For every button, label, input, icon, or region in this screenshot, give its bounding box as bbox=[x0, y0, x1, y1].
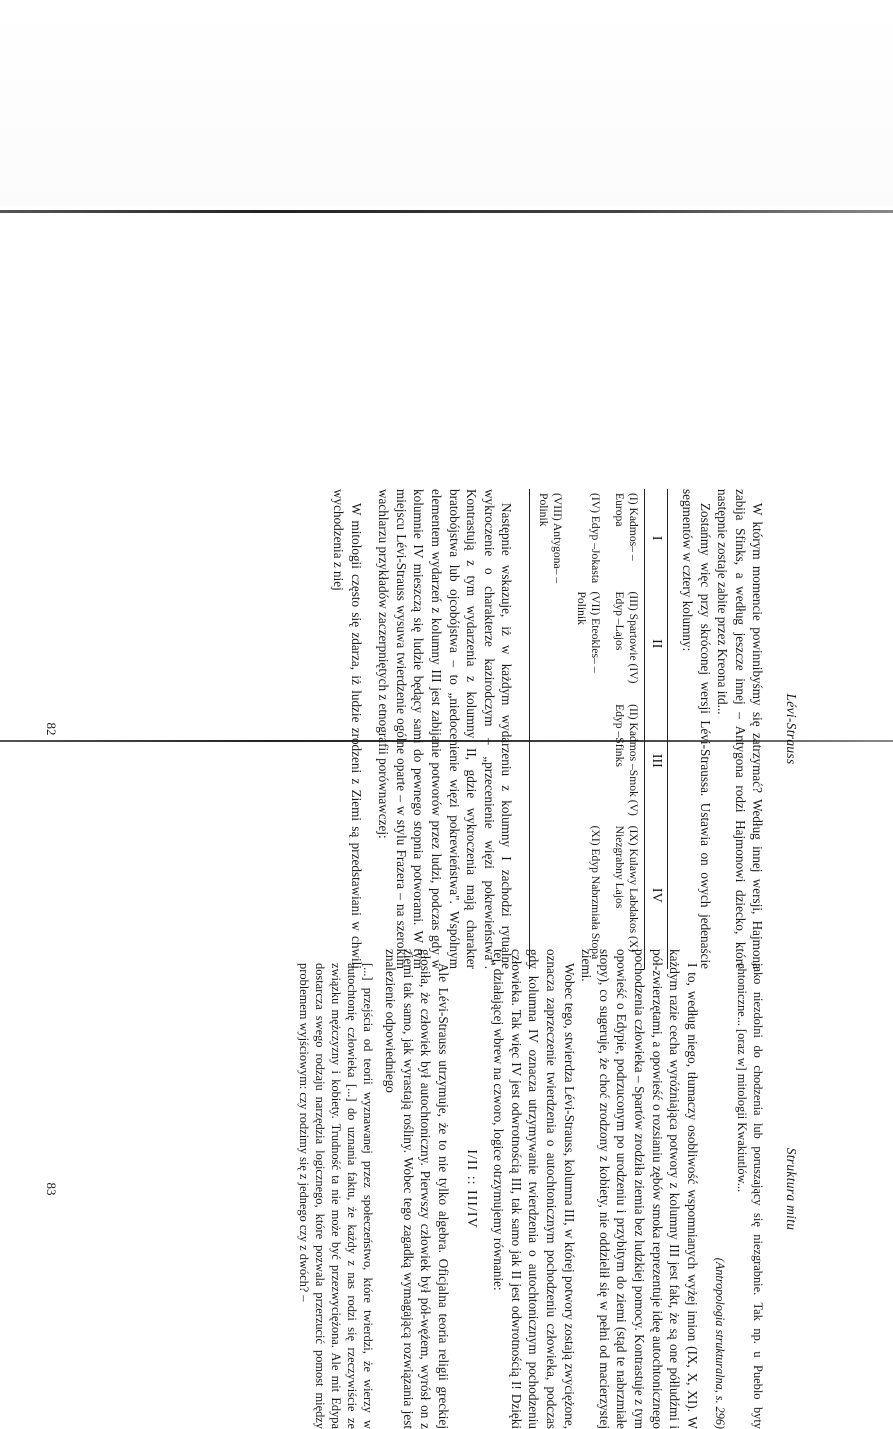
column-header-1: I bbox=[645, 489, 668, 587]
page-83 bbox=[44, 949, 800, 1429]
block-quote: [...] przejścia od teorii wyznawanej przez społeczeństwo, które twierdzi, że wierzy w autochtonię człowieka [...] do uznania faktu, że każdy z nas rodzi się rzeczywiście ze związku mężczyzny i kobiety. Trudność ta nie może być przezwyciężona. Ale mit Edypa dostarcza swego rodzaju narzędzia logicznego, które pozwala przerzucić pomost między problemem wyjściowym: czy rodzimy się z jednego czy z dwóch? – bbox=[296, 963, 375, 1429]
body-paragraph: Wobec tego, stwierdza Lévi-Strauss, kolumna III, w której potwory zostają zwyciężone, oznacza zaprzeczenie twierdzenia o autochtonicznym pochodzeniu człowieka, podczas gdy kolumna IV oznacza utrzymywanie twierdzenia o autochtonicznym pochodzeniu człowieka. Tak więc IV jest odwrotnością III, tak samo jak II jest odwrotnością I! Dzięki tej, działającej wbrew na czworo, logice otrzymujemy równanie: bbox=[491, 949, 577, 1429]
table-cell bbox=[530, 587, 569, 700]
body-paragraph: W mitologii często się zdarza, iż ludzie zrodzeni z Ziemi są przedstawiani w chwili wychodzenia z niej bbox=[331, 489, 364, 969]
table-cell: (I) Kadmos– –Europa bbox=[613, 493, 641, 561]
book-spread bbox=[0, 214, 893, 1429]
equation: I/II :: III/IV bbox=[463, 1149, 479, 1229]
page-82 bbox=[44, 489, 800, 969]
table-row bbox=[606, 489, 645, 969]
table-cell: (IX) Kulawy Labdakos (X) Niezgrabny Lajos bbox=[613, 825, 641, 953]
table-row bbox=[568, 489, 606, 969]
table-cell bbox=[530, 822, 569, 969]
column-header-3: III bbox=[645, 700, 668, 822]
column-header-4: IV bbox=[645, 822, 668, 969]
table-cell: (IV) Edyp –Jokasta bbox=[589, 493, 603, 584]
table-cell bbox=[568, 700, 606, 822]
citation: (Antropologia strukturalna, s. 296) bbox=[713, 1257, 728, 1429]
running-header: Lévi-Strauss bbox=[784, 693, 799, 765]
body-paragraph: Ale Lévi-Strauss utrzymuje, że to nie tylko algebra. Oficjalna teoria religii greckiej głosiła, że człowiek był autochtoniczny. Pierwszy człowiek był pół-wężem, wyrósł on z ziemi tak samo, jak wyrastają rośliny. Wobec tego zagadką wymagającą rozwiązania jest znalezienie odpowiedniego bbox=[383, 949, 452, 1429]
table-cell: (II) Kadmos –Smok (V) Edyp –Sfinks bbox=[613, 704, 641, 816]
intro-paragraph: W którym momencie powinnibyśmy się zatrzymać? Według innej wersji, Hajmona zabija Sfinks, a według jeszcze innej – Antygona rodzi Hajmonowi dziecko, które następnie zostaje zabite przez Kreona itd... bbox=[715, 489, 766, 969]
column-header-2: II bbox=[645, 587, 668, 700]
myth-segments-table bbox=[529, 489, 668, 969]
table-cell: (VII) Eteokles– –Polinik bbox=[575, 591, 603, 673]
table-row bbox=[530, 489, 569, 969]
table-cell: (III) Spartowie (IV) Edyp –Lajos bbox=[613, 591, 641, 684]
body-paragraph: Następnie wskazuje, iż w każdym wydarzeniu z kolumny I zachodzi rytualne wykroczenie o charakterze kazirodczym – „przecenienie więzi pokrewieństwa". Kontrastują z tym wydarzenia z kolumny II, gdzie wykroczenia mają charakter bratobójstwa lub ojcobójstwa – to „niedocenienie więzi pokrewieństwa". Wspólnym elementem wydarzeń z kolumny III jest zabijanie potworów przez ludzi, podczas gdy w kolumnie IV mieszczą się ludzie będący sami do pewnego stopnia potworami. W tym miejscu Lévi-Strauss wysuwa twierdzenie ogólne oparte – w stylu Frazera – na szerokim wachlarzu przykładów zaczerpniętych z etnografii porównawczej: bbox=[376, 489, 515, 969]
table-cell: (XI) Edyp Nabrzmiała Stopa bbox=[589, 825, 603, 960]
running-header: Struktura mitu bbox=[784, 1147, 799, 1231]
body-paragraph: I to, według niego, tłumaczy osobliwość wspomnianych wyżej imion (IX, X, XI). W każdym razie cecha wyróżniająca potwory z kolumny III jest fakt, że są one półludźmi i pół-zwierzętami, a opowieść o rozsianiu zębów smoka reprezentuje ideę autochtonicznego pochodzenia człowieka – Spartów zrodziła ziemia bez ludzkiej pomocy. Kontrastuje z tym opowieść o Edypie, podrzuconym po urodzeniu i przybitym do ziemi (stąd te nabrzmiałe stopy), co sugeruje, że choć zrodzony z kobiety, nie oddzielił się w pełni od macierzystej ziemi. bbox=[579, 949, 700, 1429]
table-cell bbox=[530, 700, 569, 822]
page-number: 82 bbox=[44, 722, 59, 736]
page-top-edge bbox=[0, 210, 893, 213]
scan-margin bbox=[0, 0, 893, 206]
intro-paragraph-2: Zostańmy więc przy skróconej wersji Lévi-Straussa. Ustawia on owych jedenaście segmentów w cztery kolumny: bbox=[680, 489, 713, 969]
block-quote: jako niezdolni do chodzenia lub poruszający się niezgrabnie. Tak np. u Pueblo byty chtoniczne... [oraz w] mitologii Kwakiutlów... bbox=[735, 963, 766, 1429]
page-number: 83 bbox=[44, 1182, 59, 1196]
table-cell: (VIII) Antygona– –Polinik bbox=[530, 489, 569, 587]
